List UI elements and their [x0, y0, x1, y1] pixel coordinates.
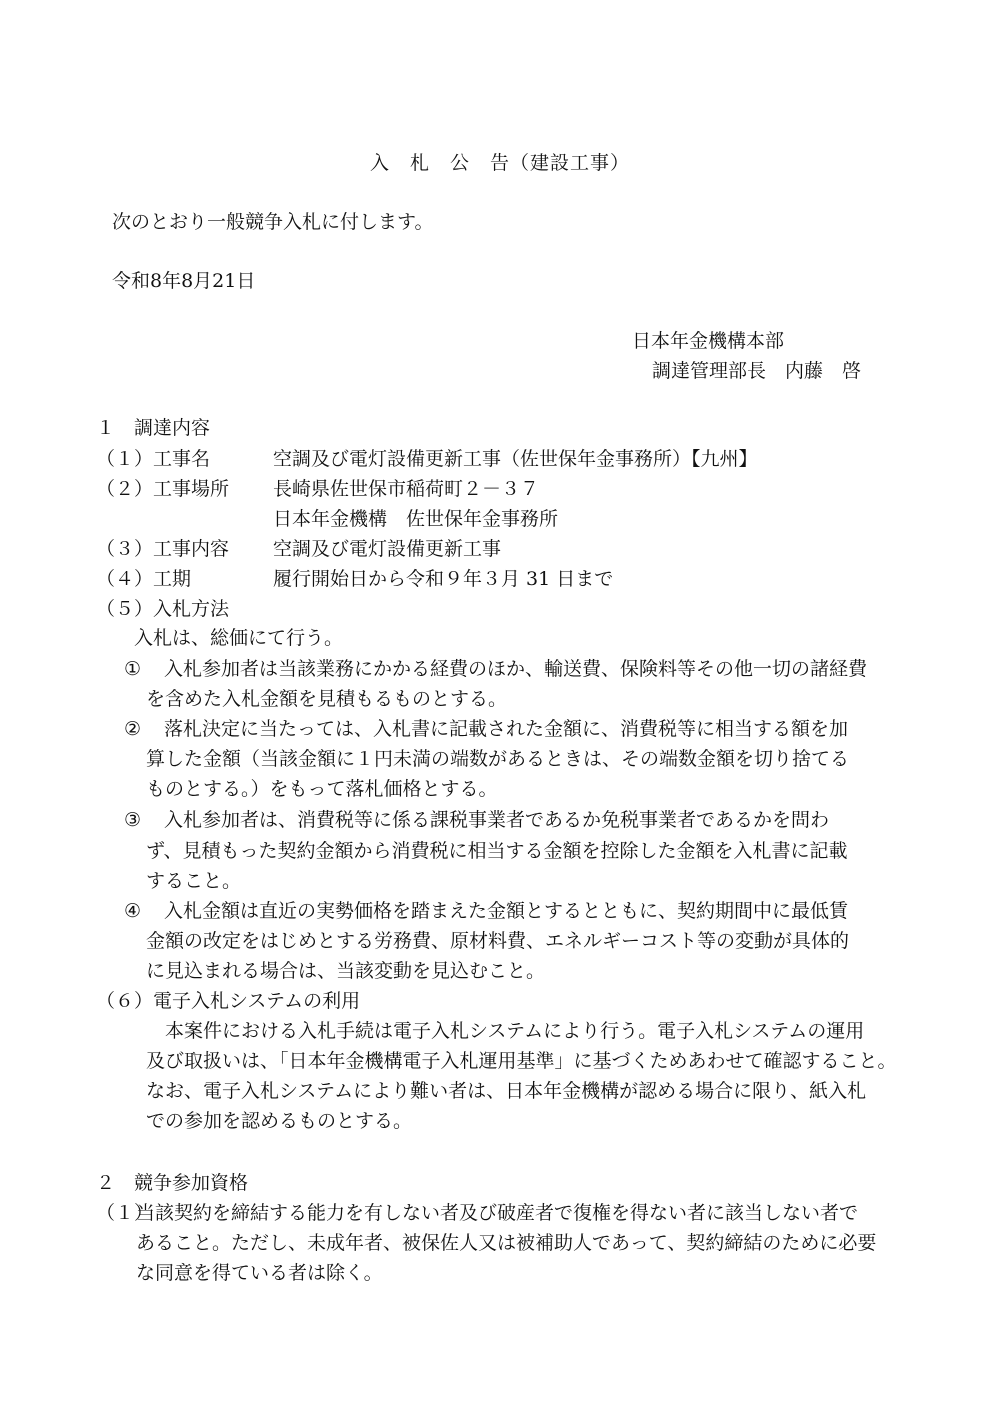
notice-date: 令和8年8月21日	[112, 270, 256, 292]
item-value-work-name: 空調及び電灯設備更新工事（佐世保年金事務所）【九州】	[273, 448, 758, 470]
item-label-e-bidding: （６）電子入札システムの利用	[96, 990, 361, 1012]
item-label-work-location: （２）工事場所	[96, 478, 230, 500]
clause-4-line: に見込まれる場合は、当該変動を見込むこと。	[146, 960, 546, 982]
intro-text: 次のとおり一般競争入札に付します。	[112, 211, 434, 233]
e-bidding-text-line: なお、電子入札システムにより難い者は、日本年金機構が認める場合に限り、紙入札	[146, 1080, 867, 1102]
item-value-work-location: 長崎県佐世保市稲荷町２－３７	[273, 478, 540, 500]
item-label-bid-method: （５）入札方法	[96, 598, 230, 620]
issuing-organization: 日本年金機構本部	[632, 330, 785, 352]
qualification-1-line: あること。ただし、未成年者、被保佐人又は被補助人であって、契約締結のために必要	[136, 1232, 877, 1254]
item-value-work-period: 履行開始日から令和９年３月 31 日まで	[273, 568, 614, 590]
item-value-work-location-office: 日本年金機構 佐世保年金事務所	[273, 508, 559, 530]
page-title: 入 札 公 告（建設工事）	[369, 152, 630, 174]
clause-3-line: すること。	[146, 870, 242, 892]
item-label-work-content: （３）工事内容	[96, 538, 230, 560]
e-bidding-text-line: 及び取扱いは、「日本年金機構電子入札運用基準」に基づくためあわせて確認すること。	[146, 1050, 897, 1072]
clause-1-line: 入札参加者は当該業務にかかる経費のほか、輸送費、保険料等その他一切の諸経費	[164, 658, 868, 680]
item-label-work-period: （４）工期	[96, 568, 192, 590]
clause-1-line: を含めた入札金額を見積もるものとする。	[146, 688, 508, 710]
clause-4-number: ④	[124, 900, 142, 922]
qualification-1-label: （１）	[96, 1202, 154, 1224]
clause-2-number: ②	[124, 718, 142, 740]
clause-2-line: 落札決定に当たっては、入札書に記載された金額に、消費税等に相当する額を加	[164, 718, 849, 740]
e-bidding-text-line: での参加を認めるものとする。	[146, 1110, 413, 1132]
clause-3-line: 入札参加者は、消費税等に係る課税事業者であるか免税事業者であるかを問わ	[164, 809, 830, 831]
clause-2-line: ものとする。）をもって落札価格とする。	[146, 778, 498, 800]
bid-method-intro: 入札は、総価にて行う。	[134, 627, 344, 649]
clause-1-number: ①	[124, 658, 142, 680]
item-label-work-name: （１）工事名	[96, 448, 211, 470]
clause-4-line: 金額の改定をはじめとする労務費、原材料費、エネルギーコスト等の変動が具体的	[146, 930, 850, 952]
item-value-work-content: 空調及び電灯設備更新工事	[273, 538, 502, 560]
section-2-heading: ２ 競争参加資格	[96, 1172, 249, 1194]
signatory: 調達管理部長 内藤 啓	[652, 360, 862, 382]
section-1-heading: １ 調達内容	[96, 417, 211, 439]
e-bidding-text-line: 本案件における入札手続は電子入札システムにより行う。電子入札システムの運用	[146, 1020, 865, 1042]
qualification-1-line: な同意を得ている者は除く。	[136, 1262, 383, 1284]
clause-3-number: ③	[124, 809, 142, 831]
clause-3-line: ず、見積もった契約金額から消費税に相当する金額を控除した金額を入札書に記載	[146, 840, 848, 862]
qualification-1-line: 当該契約を締結する能力を有しない者及び破産者で復権を得ない者に該当しない者で	[136, 1202, 859, 1224]
clause-2-line: 算した金額（当該金額に１円未満の端数があるときは、その端数金額を切り捨てる	[146, 748, 850, 770]
clause-4-line: 入札金額は直近の実勢価格を踏まえた金額とするとともに、契約期間中に最低賃	[164, 900, 849, 922]
